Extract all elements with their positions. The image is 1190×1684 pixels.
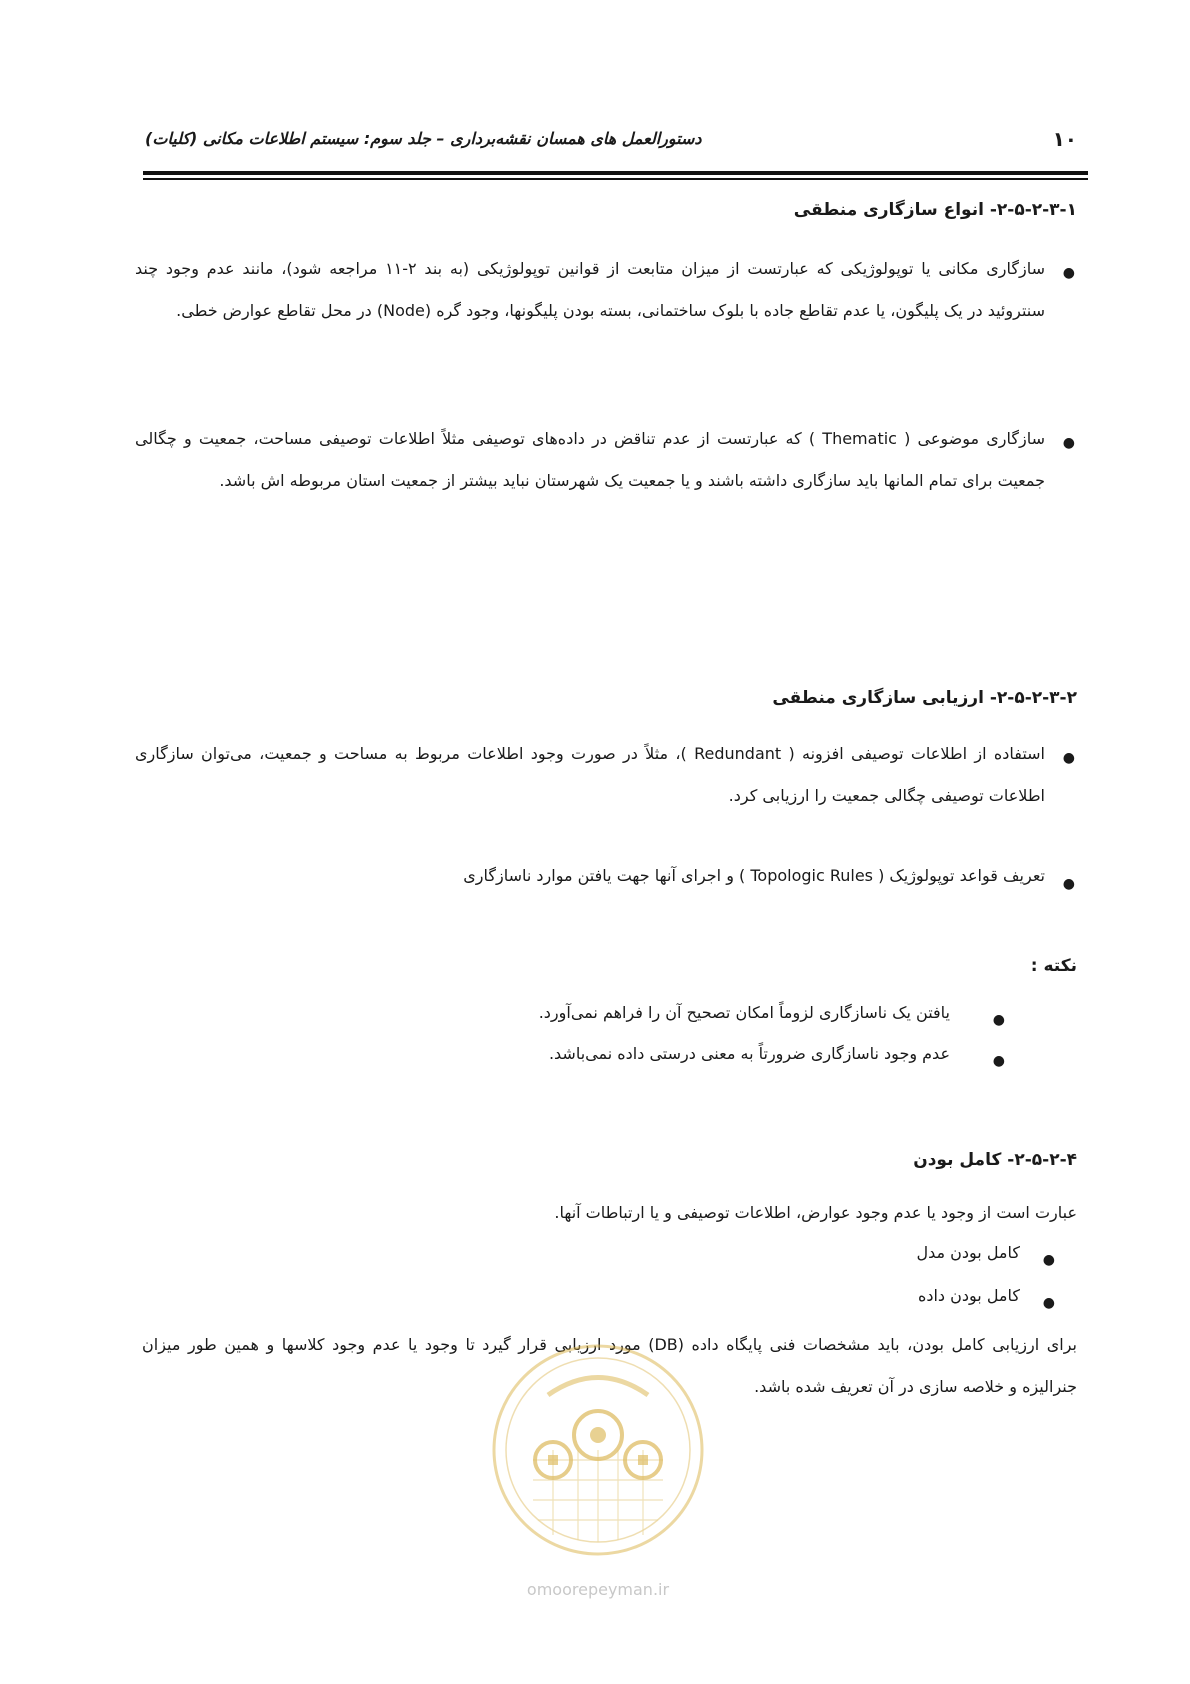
- bullet-icon: ●: [992, 1012, 1005, 1028]
- note-label: نکته :: [1030, 956, 1077, 976]
- page-number: ۱۰: [1052, 127, 1077, 151]
- bullet-text-model-completeness: کامل بودن مدل: [916, 1243, 1020, 1262]
- bullet-text-thematic-consistency: سازگاری موضوعی ( Thematic ) که عبارتست از عدم تناقض در داده‌های توصیفی مثلاً اطلاعات توصیفی مساحت، جمعیت و چگالی جمعیت برای تمام المانها باید سازگاری داشته باشند و یا جمعیت یک شهرستان نباید بیشتر از جمعیت استان مربوطه اش باشد.: [135, 429, 1046, 490]
- section-heading-types-of-logical-consistency: ۲-۵-۲-۳-۱- انواع سازگاری منطقی: [793, 200, 1077, 220]
- bullet-text-data-completeness: کامل بودن داده: [917, 1286, 1020, 1305]
- running-header-title: دستورالعمل های همسان نقشه‌برداری – جلد سوم: سیستم اطلاعات مکانی (کلیات): [145, 129, 702, 148]
- bullet-icon: ●: [1042, 1252, 1055, 1268]
- bullet-icon: ●: [1062, 265, 1075, 281]
- note-bullet-text-1: یافتن یک ناسازگاری لزوماً امکان تصحیح آن را فراهم نمی‌آورد.: [538, 1003, 950, 1022]
- bullet-icon: ●: [1062, 876, 1075, 892]
- section-heading-logical-consistency-evaluation: ۲-۵-۲-۳-۲- ارزیابی سازگاری منطقی: [772, 688, 1077, 708]
- bullet-icon: ●: [1062, 435, 1075, 451]
- bullet-icon: ●: [1062, 750, 1075, 766]
- watermark-url: omoorepeyman.ir: [526, 1580, 670, 1599]
- completeness-definition: عبارت است از وجود یا عدم وجود عوارض، اطلاعات توصیفی و یا ارتباطات آنها.: [554, 1203, 1077, 1222]
- header-rule-thin: [143, 178, 1088, 180]
- watermark-seal-logo: [488, 1340, 708, 1560]
- header-rule-thick: [143, 171, 1088, 175]
- note-bullet-text-2: عدم وجود ناسازگاری ضرورتاً به معنی درستی داده نمی‌باشد.: [548, 1044, 950, 1063]
- bullet-icon: ●: [992, 1053, 1005, 1069]
- bullet-text-spatial-consistency: سازگاری مکانی یا توپولوژیکی که عبارتست از میزان متابعت از قوانین توپولوژیکی (به بند ۲-۱۱ مراجعه شود)، مانند عدم وجود چند سنتروئید در یک پلیگون، یا عدم تقاطع جاده با بلوک ساختمانی، بسته بودن پلیگونها، وجود گره (Node) در محل تقاطع عوارض خطی.: [135, 259, 1045, 320]
- bullet-icon: ●: [1042, 1295, 1055, 1311]
- bullet-text-topologic-rules: تعریف قواعد توپولوژیک ( Topologic Rules ) و اجرای آنها جهت یافتن موارد ناسازگاری: [463, 866, 1045, 885]
- section-heading-completeness: ۲-۵-۲-۴- کامل بودن: [913, 1150, 1077, 1170]
- bullet-text-redundant-attributes: استفاده از اطلاعات توصیفی افزونه ( Redundant )، مثلاً در صورت وجود اطلاعات مربوط به مساحت و جمعیت، می‌توان سازگاری اطلاعات توصیفی چگالی جمعیت را ارزیابی کرد.: [135, 744, 1045, 805]
- completeness-evaluation-paragraph: برای ارزیابی کامل بودن، باید مشخصات فنی پایگاه داده (DB) مورد ارزیابی قرار گیرد تا وجود یا عدم وجود کلاسها و همین طور میزان جنرالیزه و خلاصه سازی در آن تعریف شده باشد.: [142, 1335, 1077, 1396]
